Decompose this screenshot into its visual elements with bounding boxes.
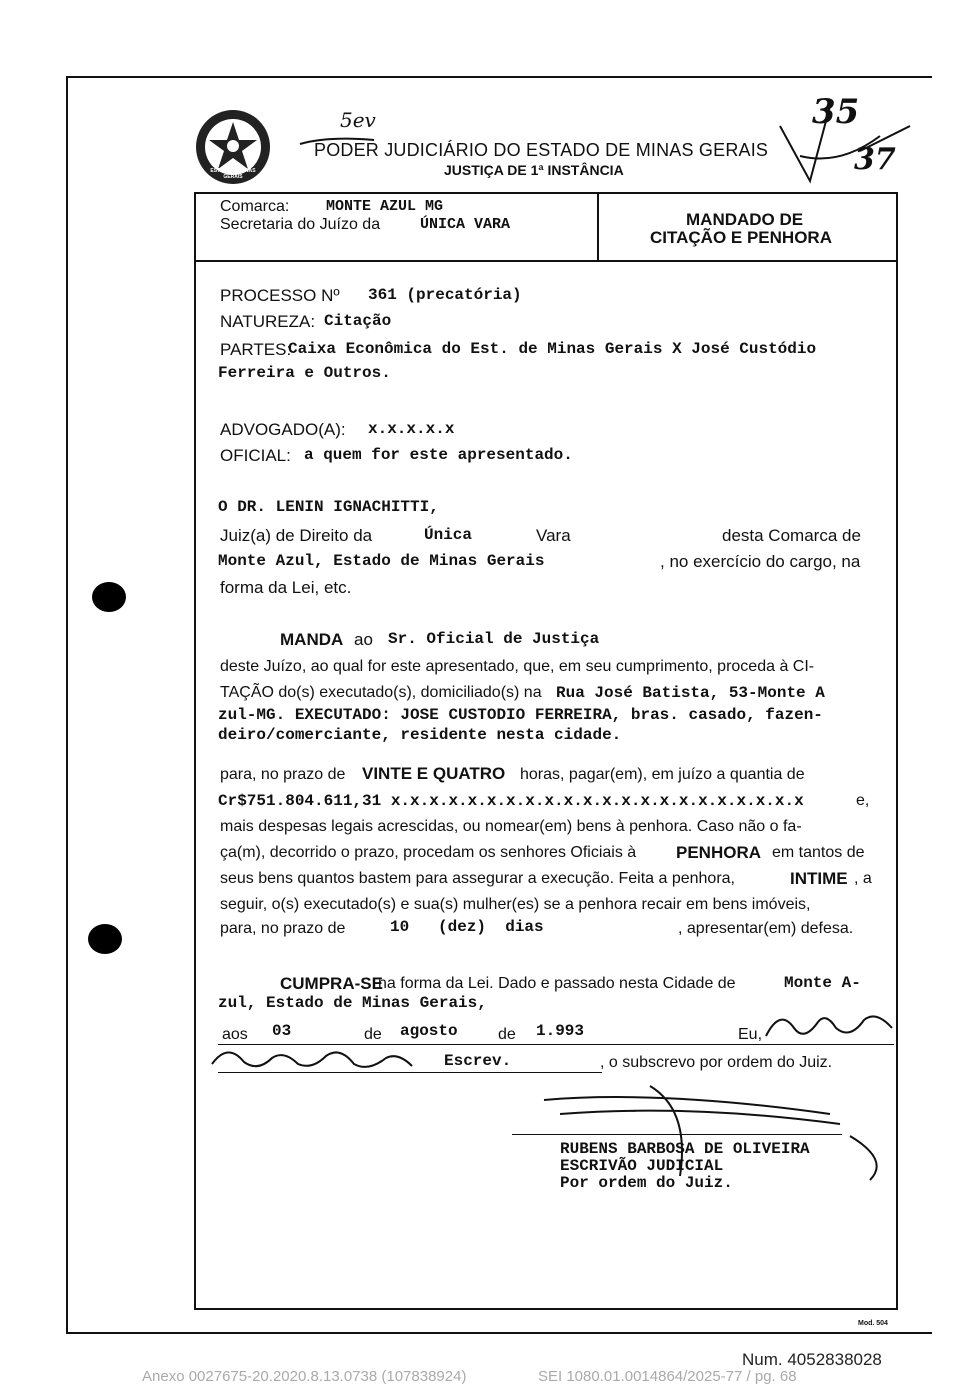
mandado-title-1: MANDADO DE xyxy=(686,210,804,229)
handwritten-signature-ferreira xyxy=(208,1040,418,1076)
closing-year: 1.993 xyxy=(536,1022,585,1040)
order-p9-b: INTIME xyxy=(790,869,848,888)
closing-de2: de xyxy=(498,1026,516,1043)
judge-name: O DR. LENIN IGNACHITTI, xyxy=(218,498,439,516)
order-amount: Cr$751.804.611,31 x.x.x.x.x.x.x.x.x.x.x.x.x.x.x.x.x.x.x.x.x.x xyxy=(218,792,804,810)
order-p8-a: ça(m), decorrido o prazo, procedam os senhores Oficiais à xyxy=(220,844,637,861)
court-instance: JUSTIÇA DE 1ª INSTÂNCIA xyxy=(444,162,624,178)
order-p11-c: , apresentar(em) defesa. xyxy=(678,920,854,937)
signature-scribble-top xyxy=(770,96,920,196)
order-p2-a: TAÇÃO do(s) executado(s), domiciliado(s) na xyxy=(220,684,542,701)
advogado-label: ADVOGADO(A): xyxy=(220,420,346,439)
inner-left-border xyxy=(194,192,196,1310)
oficial-label: OFICIAL: xyxy=(220,446,291,465)
order-amount-end: e, xyxy=(856,792,870,809)
document-number: Num. 4052838028 xyxy=(742,1350,882,1369)
closing-day: 03 xyxy=(272,1022,292,1040)
judge-line2-b: Única xyxy=(424,526,473,544)
judge-line2-d: desta Comarca de xyxy=(722,526,861,545)
partes-value-1: Caixa Econômica do Est. de Minas Gerais X José Custódio xyxy=(288,340,817,358)
margin-note: 5ev xyxy=(340,108,376,132)
order-p8-c: em tantos de xyxy=(772,844,865,861)
closing-c1: na forma da Lei. Dado e passado nesta Cidade de xyxy=(378,975,736,992)
processo-label: PROCESSO Nº xyxy=(220,286,340,305)
order-p5-b: VINTE E QUATRO xyxy=(362,764,506,783)
cumpra-word: CUMPRA-SE xyxy=(280,974,383,993)
judge-line3-a: Monte Azul, Estado de Minas Gerais xyxy=(218,552,545,570)
left-border xyxy=(66,76,68,1334)
comarca-value: MONTE AZUL MG xyxy=(326,198,444,215)
judge-line2-a: Juiz(a) de Direito da xyxy=(220,526,373,545)
order-p5-a: para, no prazo de xyxy=(220,766,346,783)
order-p7: mais despesas legais acrescidas, ou nomear(em) bens à penhora. Caso não o fa- xyxy=(220,818,802,835)
signature-name: RUBENS BARBOSA DE OLIVEIRA xyxy=(560,1140,810,1158)
handwritten-signature-eduardo xyxy=(760,998,900,1048)
order-p9-a: seus bens quantos bastem para assegurar a execução. Feita a penhora, xyxy=(220,870,735,887)
order-p4: deiro/comerciante, residente nesta cidade. xyxy=(218,726,622,744)
inner-bottom-border xyxy=(194,1308,898,1310)
punch-hole-top xyxy=(92,582,126,612)
bottom-border xyxy=(66,1332,932,1334)
page-stamp: 35 xyxy=(812,92,860,132)
order-p9-c: , a xyxy=(854,870,872,887)
partes-value-2: Ferreira e Outros. xyxy=(218,364,391,382)
order-p8-b: PENHORA xyxy=(676,843,762,862)
oficial-value: a quem for este apresentado. xyxy=(304,446,573,464)
court-title: PODER JUDICIÁRIO DO ESTADO DE MINAS GERAIS xyxy=(314,140,769,160)
order-p11-a: para, no prazo de xyxy=(220,920,346,937)
punch-hole-bottom xyxy=(88,924,122,954)
order-p5-c: horas, pagar(em), em juízo a quantia de xyxy=(520,766,805,783)
signature-title: ESCRIVÃO JUDICIAL xyxy=(560,1157,724,1175)
order-p11-b: 10 (dez) dias xyxy=(390,918,544,936)
header-box-divider xyxy=(597,192,599,262)
closing-escrev: Escrev. xyxy=(444,1052,512,1070)
natureza-label: NATUREZA: xyxy=(220,312,316,331)
sei-reference: SEI 1080.01.0014864/2025-77 / pg. 68 xyxy=(538,1368,797,1385)
state-seal xyxy=(194,108,272,186)
closing-month: agosto xyxy=(400,1022,458,1040)
order-p10: seguir, o(s) executado(s) e sua(s) mulher(es) se a penhora recair em bens imóveis, xyxy=(220,896,811,913)
order-p1: deste Juízo, ao qual for este apresentado, que, em seu cumprimento, proceda à CI- xyxy=(220,658,815,675)
page-stamp-2: 37 xyxy=(854,142,896,177)
natureza-value: Citação xyxy=(324,312,392,330)
mandado-title-2: CITAÇÃO E PENHORA xyxy=(650,228,832,247)
closing-eu: Eu, xyxy=(738,1026,763,1043)
top-border xyxy=(66,76,932,78)
mod-label: Mod. 504 xyxy=(858,1320,888,1327)
closing-de1: de xyxy=(364,1026,382,1043)
closing-subscrevo: , o subscrevo por ordem do Juiz. xyxy=(600,1054,833,1071)
manda-word: MANDA xyxy=(280,630,344,649)
comarca-label: Comarca: xyxy=(220,198,290,215)
inner-right-border xyxy=(896,192,898,1310)
secretaria-value: ÚNICA VARA xyxy=(420,216,511,233)
closing-c1-b: Monte A- xyxy=(784,974,861,992)
judge-line3-b: , no exercício do cargo, na xyxy=(660,552,861,571)
partes-label: PARTES: xyxy=(220,340,292,359)
order-p2-b: Rua José Batista, 53-Monte A xyxy=(556,684,825,702)
signature-line xyxy=(512,1134,842,1135)
closing-aos: aos xyxy=(222,1026,248,1043)
annex-reference: Anexo 0027675-20.2020.8.13.0738 (107838924) xyxy=(142,1368,467,1385)
judge-line4: forma da Lei, etc. xyxy=(220,578,352,597)
processo-value: 361 (precatória) xyxy=(368,286,522,304)
order-recipient: Sr. Oficial de Justiça xyxy=(388,630,600,648)
ao-word: ao xyxy=(354,630,373,649)
closing-c2: zul, Estado de Minas Gerais, xyxy=(218,994,487,1012)
signature-order: Por ordem do Juiz. xyxy=(560,1174,733,1192)
secretaria-label: Secretaria do Juízo da xyxy=(220,216,381,233)
advogado-value: x.x.x.x.x xyxy=(368,420,455,438)
seal-text: ESTADO de MINAS GERAIS xyxy=(210,168,256,180)
order-p3: zul-MG. EXECUTADO: JOSE CUSTODIO FERREIRA, bras. casado, fazen- xyxy=(218,706,823,724)
judge-line2-c: Vara xyxy=(536,526,571,545)
closing-escrev-underline xyxy=(218,1072,602,1073)
